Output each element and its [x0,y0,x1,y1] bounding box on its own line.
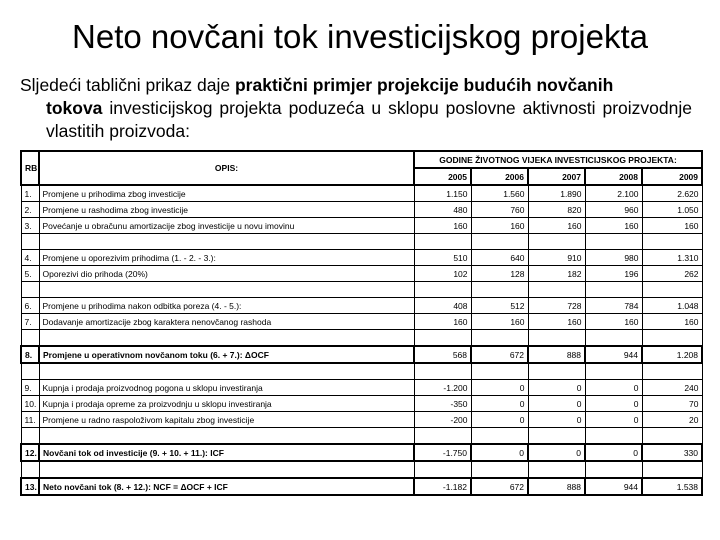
row-rb: 10. [21,396,39,412]
row-val: 568 [414,346,471,363]
row-val: 20 [642,412,702,428]
row-rb: 5. [21,266,39,282]
row-val: -1.182 [414,478,471,495]
intro-bold-2: tokova [46,98,103,118]
year-2007: 2007 [528,168,585,185]
row-val: 196 [585,266,642,282]
row-opis: Kupnja i prodaja proizvodnog pogona u sklopu investiranja [39,380,414,396]
row-val: 70 [642,396,702,412]
table-row [21,185,702,202]
row-val: 1.560 [471,185,528,202]
row-rb: 8. [21,346,39,363]
table-row [21,380,702,396]
row-val: 160 [414,314,471,330]
row-val: 820 [528,202,585,218]
row-val: 0 [585,412,642,428]
row-val: 0 [471,444,528,461]
row-val: 0 [471,412,528,428]
table-row [21,218,702,234]
row-opis: Dodavanje amortizacije zbog karaktera nenovčanog rashoda [39,314,414,330]
table-row [21,314,702,330]
header-rb: RB [21,151,39,185]
row-val: 0 [528,396,585,412]
row-val: 672 [471,346,528,363]
table-row [21,250,702,266]
row-val: 160 [471,314,528,330]
row-opis: Oporezivi dio prihoda (20%) [39,266,414,282]
row-val: 1.890 [528,185,585,202]
row-val: 262 [642,266,702,282]
header-opis: OPIS: [39,151,414,185]
row-val: 672 [471,478,528,495]
row-val: 760 [471,202,528,218]
row-opis: Neto novčani tok (8. + 12.): NCF = ΔOCF + ICF [39,478,414,495]
row-val: -200 [414,412,471,428]
row-val: 160 [642,314,702,330]
row-opis: Novčani tok od investicije (9. + 10. + 11.): ICF [39,444,414,461]
row-val: 0 [528,380,585,396]
table-row-total [21,478,702,495]
row-val: 0 [528,444,585,461]
table-row [21,396,702,412]
row-val: 1.538 [642,478,702,495]
spacer-row [21,461,702,478]
row-val: 0 [471,396,528,412]
row-val: 480 [414,202,471,218]
row-val: 2.620 [642,185,702,202]
row-val: 728 [528,298,585,314]
row-val: 160 [528,314,585,330]
row-rb: 7. [21,314,39,330]
table-row [21,266,702,282]
cash-flow-table [20,150,703,496]
header-years-title: GODINE ŽIVOTNOG VIJEKA INVESTICIJSKOG PROJEKTA: [414,151,702,168]
intro-line-2 [20,97,692,143]
row-val: 1.310 [642,250,702,266]
row-opis: Povećanje u obračunu amortizacije zbog investicije u novu imovinu [39,218,414,234]
row-opis: Kupnja i prodaja opreme za proizvodnju u sklopu investiranja [39,396,414,412]
row-rb: 4. [21,250,39,266]
row-val: 1.050 [642,202,702,218]
intro-text-1: Sljedeći tablični prikaz daje [20,75,235,95]
row-val: 160 [528,218,585,234]
row-val: 960 [585,202,642,218]
row-opis: Promjene u prihodima zbog investicije [39,185,414,202]
row-val: 0 [585,380,642,396]
spacer-row [21,363,702,380]
row-val: 182 [528,266,585,282]
row-val: 160 [471,218,528,234]
row-rb: 6. [21,298,39,314]
row-rb: 2. [21,202,39,218]
row-val: 0 [528,412,585,428]
row-rb: 3. [21,218,39,234]
row-val: 1.048 [642,298,702,314]
row-val: 408 [414,298,471,314]
table-row [21,412,702,428]
row-val: 240 [642,380,702,396]
table-row [21,298,702,314]
row-val: 0 [585,444,642,461]
table-row-total [21,346,702,363]
row-val: 330 [642,444,702,461]
row-rb: 13. [21,478,39,495]
row-val: 0 [471,380,528,396]
row-val: 160 [414,218,471,234]
row-val: 888 [528,478,585,495]
row-opis: Promjene u prihodima nakon odbitka poreza (4. - 5.): [39,298,414,314]
row-val: 980 [585,250,642,266]
row-val: 160 [642,218,702,234]
row-opis: Promjene u rashodima zbog investicije [39,202,414,218]
intro-paragraph [20,74,692,143]
row-val: 2.100 [585,185,642,202]
row-val: 512 [471,298,528,314]
intro-text-2: investicijskog projekta poduzeća u sklopu poslovne aktivnosti proizvodnje vlastitih proizvoda: [46,98,692,141]
spacer-row [21,234,702,250]
row-val: 1.208 [642,346,702,363]
row-val: 944 [585,478,642,495]
row-val: 640 [471,250,528,266]
row-rb: 11. [21,412,39,428]
year-2006: 2006 [471,168,528,185]
row-opis: Promjene u oporezivim prihodima (1. - 2. - 3.): [39,250,414,266]
row-val: 128 [471,266,528,282]
row-val: 888 [528,346,585,363]
row-val: 1.150 [414,185,471,202]
table-row [21,202,702,218]
row-rb: 1. [21,185,39,202]
page-title: Neto novčani tok investicijskog projekta [72,18,648,55]
spacer-row [21,330,702,347]
row-rb: 9. [21,380,39,396]
row-val: -350 [414,396,471,412]
row-val: -1.200 [414,380,471,396]
row-opis: Promjene u radno raspoloživom kapitalu zbog investicije [39,412,414,428]
intro-bold-1: praktični primjer projekcije budućih novčanih [234,75,614,95]
row-val: 510 [414,250,471,266]
row-val: 784 [585,298,642,314]
row-val: 910 [528,250,585,266]
spacer-row [21,282,702,298]
spacer-row [21,428,702,445]
row-val: 160 [585,218,642,234]
row-rb: 12. [21,444,39,461]
table-row-total [21,444,702,461]
year-2005: 2005 [414,168,471,185]
row-val: 160 [585,314,642,330]
row-val: 0 [585,396,642,412]
row-val: 944 [585,346,642,363]
row-opis: Promjene u operativnom novčanom toku (6. + 7.): ΔOCF [39,346,414,363]
year-2008: 2008 [585,168,642,185]
year-2009: 2009 [642,168,702,185]
row-val: -1.750 [414,444,471,461]
row-val: 102 [414,266,471,282]
